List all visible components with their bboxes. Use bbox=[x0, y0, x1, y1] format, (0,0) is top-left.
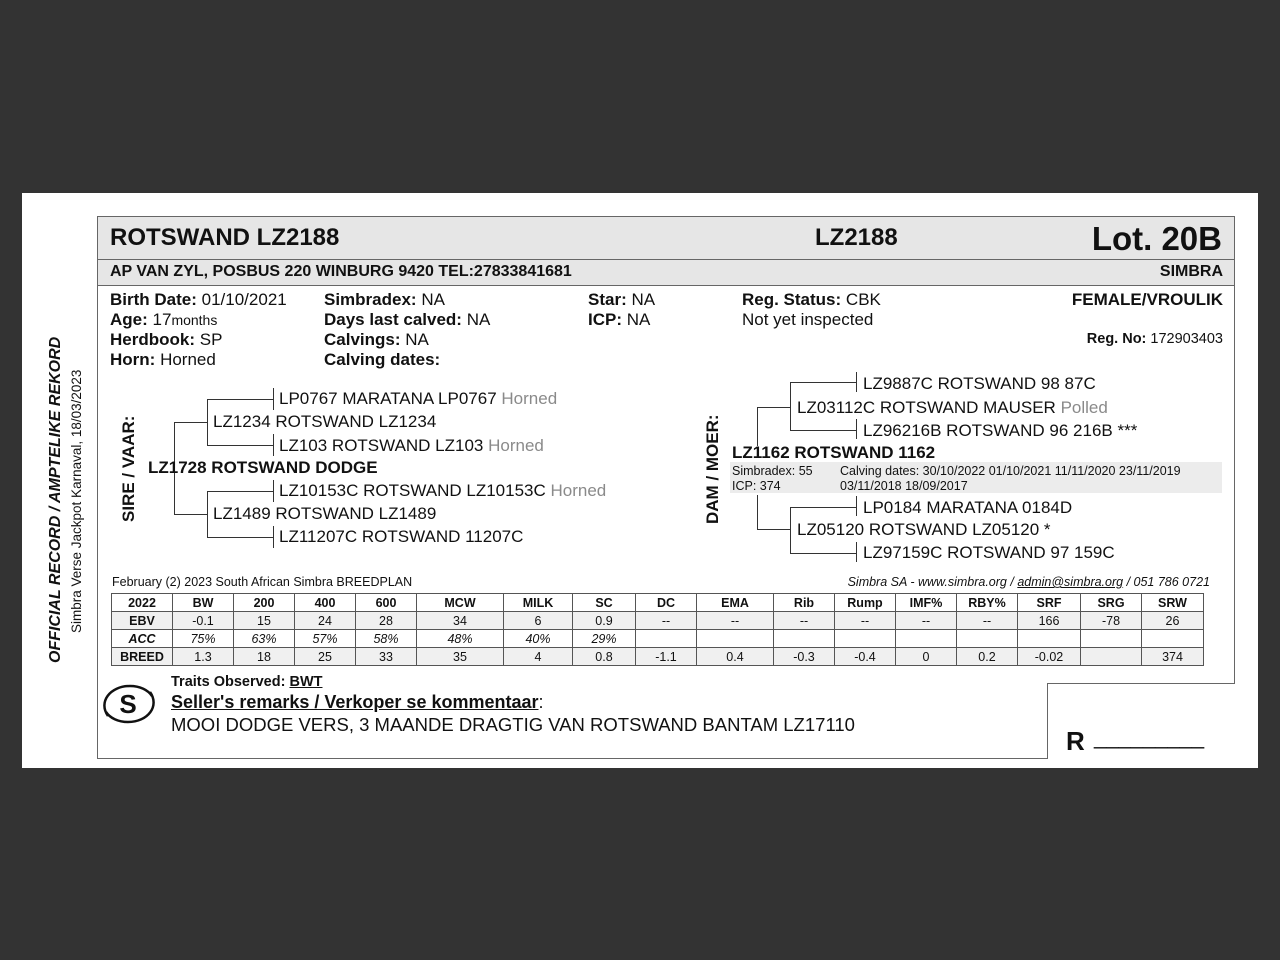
simbradex: Simbradex: NA bbox=[324, 290, 445, 309]
icp: ICP: NA bbox=[588, 310, 651, 329]
dam-icp: ICP: 374 bbox=[732, 479, 781, 493]
seller-remarks-title: Seller's remarks / Verkoper se kommentaar: bbox=[171, 692, 544, 712]
sire-dam-dam: LZ11207C ROTSWAND 11207C bbox=[279, 527, 524, 546]
sire-label: SIRE / VAAR: bbox=[119, 415, 138, 522]
sire-sire: LZ1234 ROTSWAND LZ1234 bbox=[213, 412, 437, 431]
dam-simbradex: Simbradex: 55 bbox=[732, 464, 813, 478]
price-label: R bbox=[1066, 726, 1085, 756]
sire-dam-sire: LZ10153C ROTSWAND LZ10153C Horned bbox=[279, 481, 607, 500]
seller-remarks-text: MOOI DODGE VERS, 3 MAANDE DRAGTIG VAN ROTSWAND BANTAM LZ17110 bbox=[171, 714, 855, 735]
days-last-calved: Days last calved: NA bbox=[324, 310, 491, 329]
sire-name: LZ1728 ROTSWAND DODGE bbox=[148, 458, 378, 477]
animal-id: LZ2188 bbox=[815, 224, 898, 251]
ebv-row: EBV -0.1 15 24 28 34 6 0.9 -- -- -- -- -- -- 166 -78 26 bbox=[112, 612, 1204, 630]
age: Age: 17months bbox=[110, 310, 218, 329]
dam-sire: LZ03112C ROTSWAND MAUSER Polled bbox=[797, 398, 1108, 417]
simbra-contact: Simbra SA - www.simbra.org / admin@simbra.org / 051 786 0721 bbox=[847, 575, 1210, 589]
inspection-status: Not yet inspected bbox=[742, 310, 874, 329]
reg-status: Reg. Status: CBK bbox=[742, 290, 881, 309]
seller-logo-letter: S bbox=[119, 689, 137, 719]
dam-dam-dam: LZ97159C ROTSWAND 97 159C bbox=[863, 543, 1115, 562]
birth-date: Birth Date: 01/10/2021 bbox=[110, 290, 287, 309]
dam-calving-dates-2: 03/11/2018 18/09/2017 bbox=[840, 479, 968, 493]
price-input-line[interactable]: _________ bbox=[1094, 724, 1205, 749]
sex: FEMALE/VROULIK bbox=[1071, 290, 1223, 309]
dam-sire-dam: LZ96216B ROTSWAND 96 216B *** bbox=[863, 421, 1138, 440]
herdbook: Herdbook: SP bbox=[110, 330, 223, 349]
dam-dam-sire: LP0184 MARATANA 0184D bbox=[863, 498, 1073, 517]
ebv-table bbox=[111, 593, 1204, 666]
lot-number: Lot. 20B bbox=[1091, 220, 1222, 257]
horn-status: Horn: Horned bbox=[110, 350, 216, 369]
seller-logo bbox=[100, 682, 158, 726]
dam-dam: LZ05120 ROTSWAND LZ05120 * bbox=[797, 520, 1051, 539]
sire-dam: LZ1489 ROTSWAND LZ1489 bbox=[213, 504, 437, 523]
ebv-header-row: 2022 BW 200 400 600 MCW MILK SC DC EMA Rib Rump IMF% RBY% SRF SRG SRW bbox=[112, 594, 1204, 612]
calving-dates-label: Calving dates: bbox=[324, 350, 441, 369]
sire-sire-dam: LZ103 ROTSWAND LZ103 Horned bbox=[279, 436, 544, 455]
breed-average-row: BREED 1.3 18 25 33 35 4 0.8 -1.1 0.4 -0.3 -0.4 0 0.2 -0.02 374 bbox=[112, 648, 1204, 666]
calvings: Calvings: NA bbox=[324, 330, 429, 349]
star-rating: Star: NA bbox=[588, 290, 656, 309]
breed-name: SIMBRA bbox=[1159, 263, 1223, 280]
breeder-details: AP VAN ZYL, POSBUS 220 WINBURG 9420 TEL:27833841681 bbox=[110, 263, 572, 280]
sale-label: Simbra Verse Jackpot Karnaval, 18/03/2023 bbox=[69, 369, 84, 633]
dam-sire-sire: LZ9887C ROTSWAND 98 87C bbox=[863, 374, 1096, 393]
registration-number: Reg. No: 172903403 bbox=[1086, 331, 1223, 347]
animal-name: ROTSWAND LZ2188 bbox=[110, 224, 340, 251]
traits-observed: Traits Observed: BWT bbox=[171, 674, 323, 690]
dam-name: LZ1162 ROTSWAND 1162 bbox=[732, 443, 936, 462]
contact-email-link[interactable]: admin@simbra.org bbox=[1017, 575, 1124, 589]
dam-calving-dates: Calving dates: 30/10/2022 01/10/2021 11/11/2020 23/11/2019 bbox=[840, 464, 1181, 478]
breedplan-source: February (2) 2023 South African Simbra BREEDPLAN bbox=[112, 575, 413, 589]
dam-label: DAM / MOER: bbox=[703, 414, 722, 524]
official-record-label: OFFICIAL RECORD / AMPTELIKE REKORD bbox=[47, 336, 64, 663]
sire-sire-sire: LP0767 MARATANA LP0767 Horned bbox=[279, 389, 558, 408]
acc-row: ACC 75% 63% 57% 58% 48% 40% 29% bbox=[112, 630, 1204, 648]
